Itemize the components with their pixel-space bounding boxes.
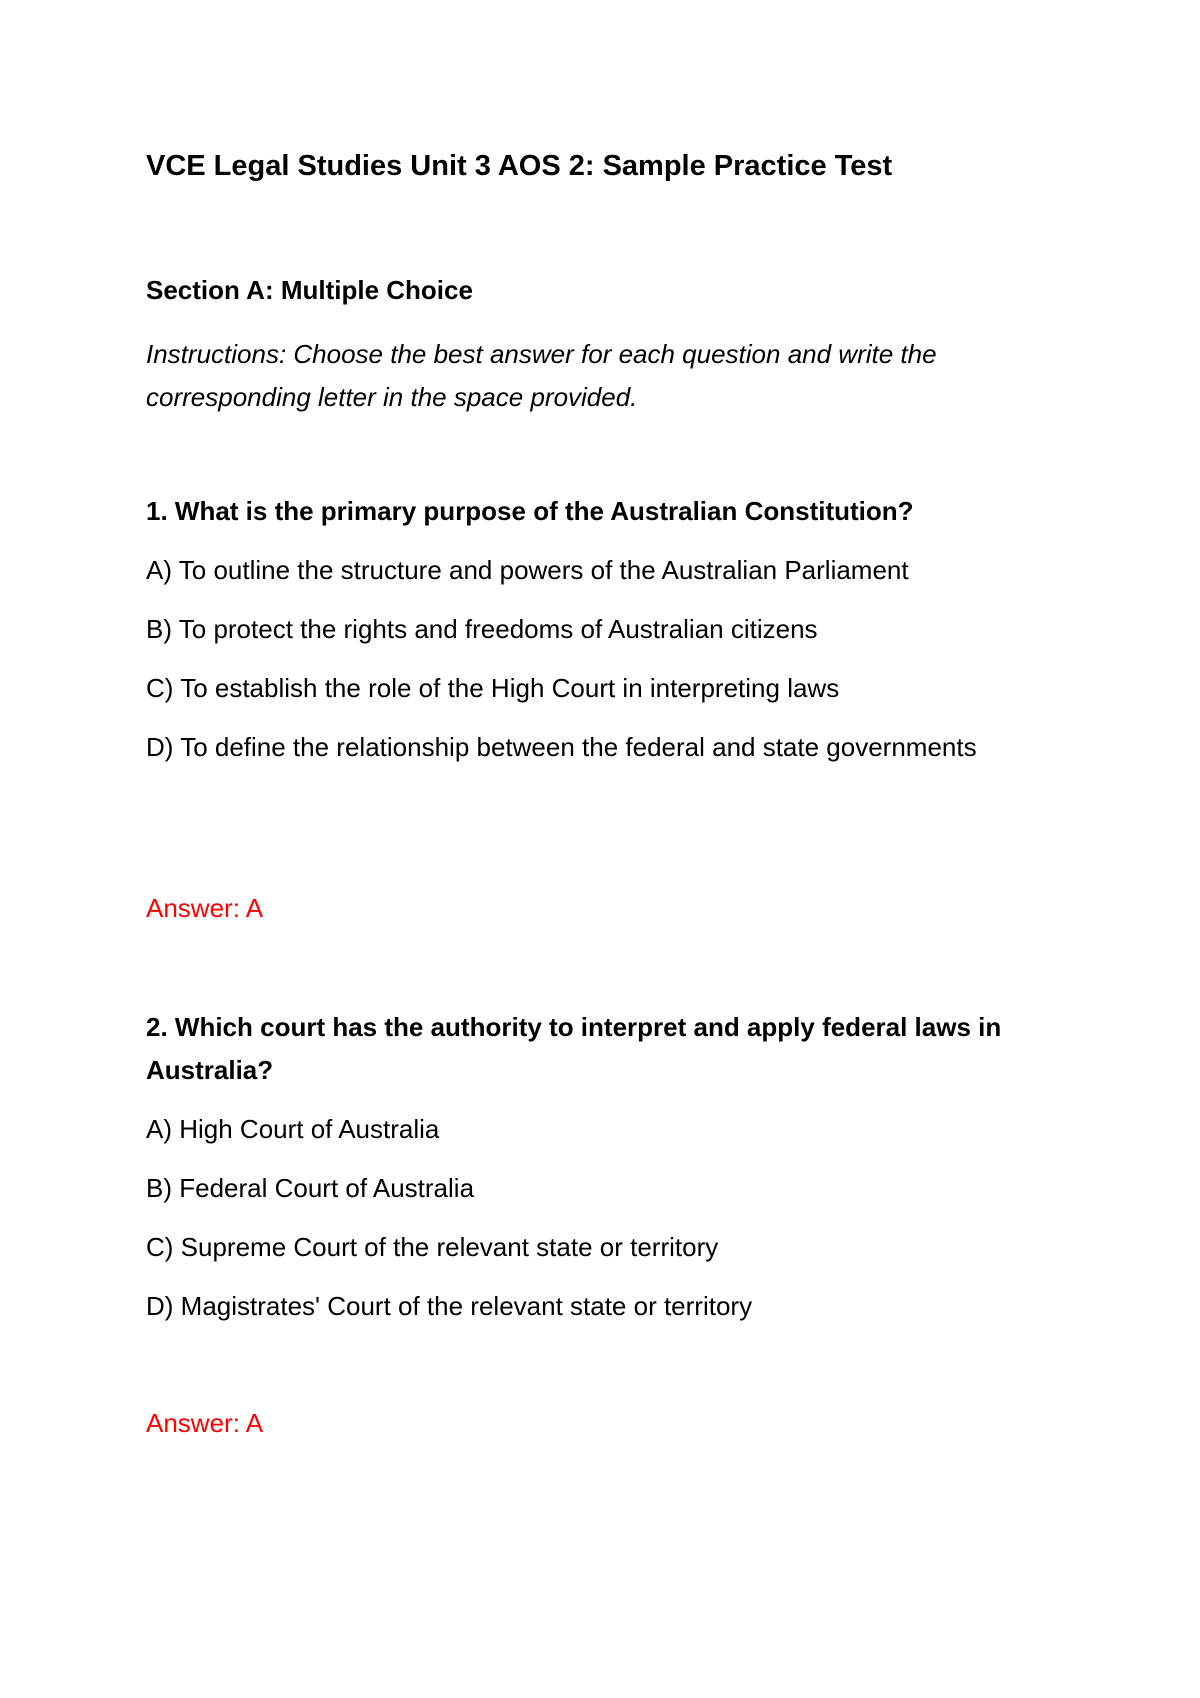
option-a: A) To outline the structure and powers of the Australian Parliament [146, 555, 909, 585]
question-text: 1. What is the primary purpose of the Australian Constitution? [146, 496, 914, 526]
option-c: C) To establish the role of the High Court in interpreting laws [146, 673, 840, 703]
option-b: B) Federal Court of Australia [146, 1173, 475, 1203]
option-b: B) To protect the rights and freedoms of Australian citizens [146, 614, 818, 644]
question-2 [146, 1006, 1066, 1344]
page-title: VCE Legal Studies Unit 3 AOS 2: Sample Practice Test [146, 150, 893, 182]
option-d: D) To define the relationship between the federal and state governments [146, 732, 977, 762]
question-text: 2. Which court has the authority to interpret and apply federal laws in Australia? [146, 1012, 1002, 1085]
option-a: A) High Court of Australia [146, 1114, 440, 1144]
section-heading: Section A: Multiple Choice [146, 275, 473, 305]
question-1 [146, 490, 1066, 785]
option-c: C) Supreme Court of the relevant state or territory [146, 1232, 719, 1262]
answer-1: Answer: A [146, 893, 264, 923]
instructions-text: Instructions: Choose the best answer for each question and write the corresponding letter in the space provided. [146, 339, 937, 412]
option-d: D) Magistrates' Court of the relevant state or territory [146, 1291, 753, 1321]
answer-2: Answer: A [146, 1408, 264, 1438]
